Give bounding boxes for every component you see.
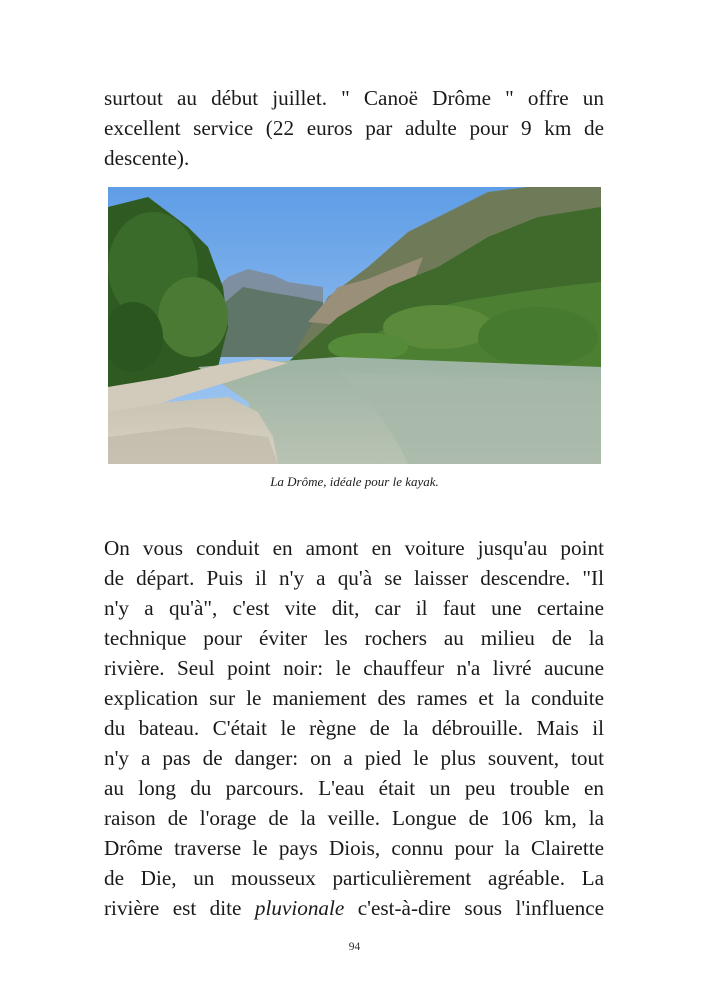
text-line: de Die, un mousseux particulièrement agréable. La	[104, 866, 604, 890]
text-line: surtout au début juillet. " Canoë Drôme " offre un	[104, 86, 604, 110]
text-line: au long du parcours. L'eau était un peu trouble en	[104, 776, 604, 800]
text-line-last	[104, 893, 604, 923]
text-segment: c'est-à-dire sous l'influence	[344, 896, 605, 920]
text-line: rivière. Seul point noir: le chauffeur n'a livré aucune	[104, 656, 604, 680]
text-line: n'y a pas de danger: on a pied le plus souvent, tout	[104, 746, 604, 770]
river-landscape-photo	[108, 187, 601, 464]
text-line: raison de l'orage de la veille. Longue de 106 km, la	[104, 806, 604, 830]
text-line: Drôme traverse le pays Diois, connu pour la Clairette	[104, 836, 604, 860]
text-line: du bateau. C'était le règne de la débrouille. Mais il	[104, 716, 604, 740]
page-number: 94	[348, 941, 361, 953]
text-line: On vous conduit en amont en voiture jusqu'au point	[104, 536, 604, 560]
text-line: explication sur le maniement des rames et la conduite	[104, 686, 604, 710]
photo-caption: La Drôme, idéale pour le kayak.	[270, 474, 439, 489]
paragraph-top	[104, 83, 604, 173]
text-line: n'y a qu'à", c'est vite dit, car il faut une certaine	[104, 596, 604, 620]
text-line: excellent service (22 euros par adulte pour 9 km de	[104, 116, 604, 140]
text-line: technique pour éviter les rochers au milieu de la	[104, 626, 604, 650]
paragraph-main	[104, 533, 604, 923]
text-line: descente).	[104, 146, 190, 170]
text-line: de départ. Puis il n'y a qu'à se laisser descendre. "Il	[104, 566, 604, 590]
text-segment: rivière est dite	[104, 896, 255, 920]
italic-term: pluvionale	[254, 896, 345, 920]
